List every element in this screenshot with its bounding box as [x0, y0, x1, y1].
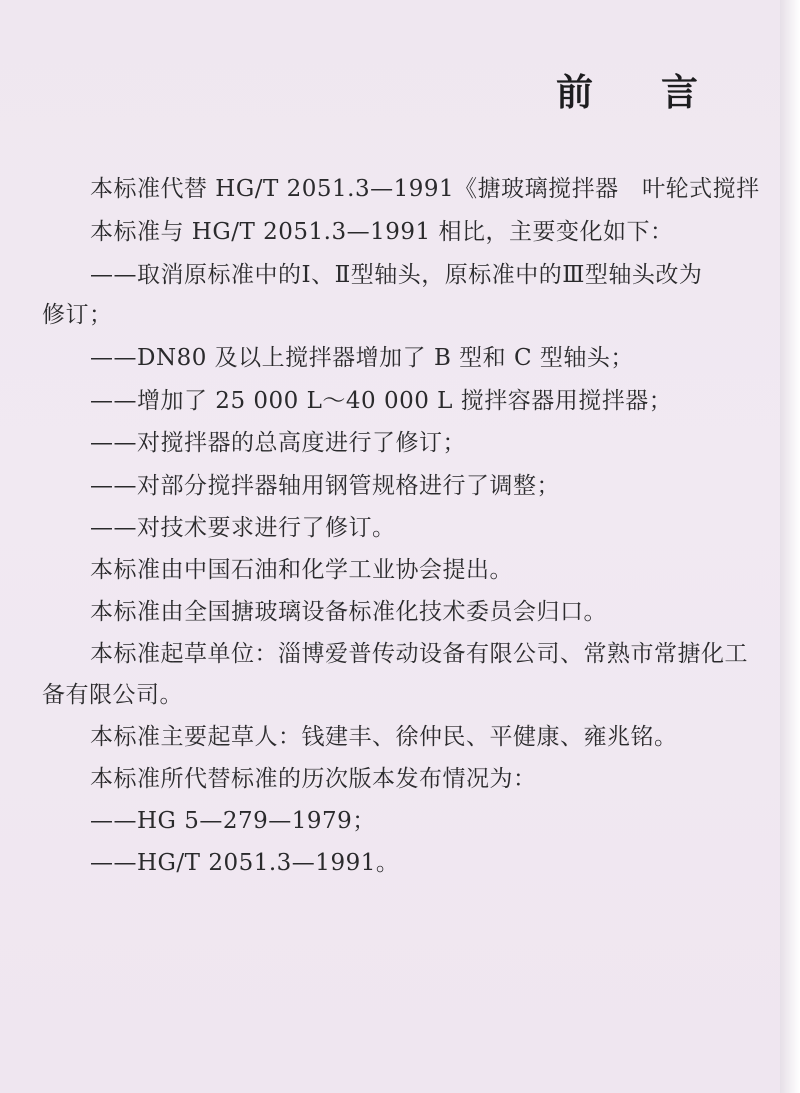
- text-line: 本标准主要起草人：钱建丰、徐仲民、平健康、雍兆铭。: [90, 724, 678, 750]
- text-line: 本标准由全国搪玻璃设备标准化技术委员会归口。: [90, 599, 607, 625]
- text-line: 本标准代替 HG/T 2051.3—1991《搪玻璃搅拌器 叶轮式搅拌: [90, 176, 760, 202]
- text-line: ——取消原标准中的Ⅰ、Ⅱ型轴头，原标准中的Ⅲ型轴头改为: [90, 262, 703, 288]
- text-line: ——对搅拌器的总高度进行了修订；: [90, 430, 466, 456]
- text-line: 本标准与 HG/T 2051.3—1991 相比，主要变化如下：: [90, 219, 674, 245]
- text-line: ——增加了 25 000 L～40 000 L 搅拌容器用搅拌器；: [90, 388, 673, 414]
- text-line: ——HG 5—279—1979；: [90, 808, 376, 834]
- text-line: ——对技术要求进行了修订。: [90, 515, 396, 541]
- page-title: 前言: [556, 70, 766, 114]
- text-line: 本标准所代替标准的历次版本发布情况为：: [90, 766, 537, 792]
- text-line: 本标准起草单位：淄博爱普传动设备有限公司、常熟市常搪化工: [90, 641, 748, 667]
- text-line: ——DN80 及以上搅拌器增加了 B 型和 C 型轴头；: [90, 345, 634, 371]
- page-edge: [780, 0, 800, 1093]
- text-line: ——对部分搅拌器轴用钢管规格进行了调整；: [90, 473, 560, 499]
- text-line: 修订；: [42, 302, 113, 328]
- text-line: 本标准由中国石油和化学工业协会提出。: [90, 557, 513, 583]
- text-line: 备有限公司。: [42, 682, 183, 708]
- text-line: ——HG/T 2051.3—1991。: [90, 850, 400, 876]
